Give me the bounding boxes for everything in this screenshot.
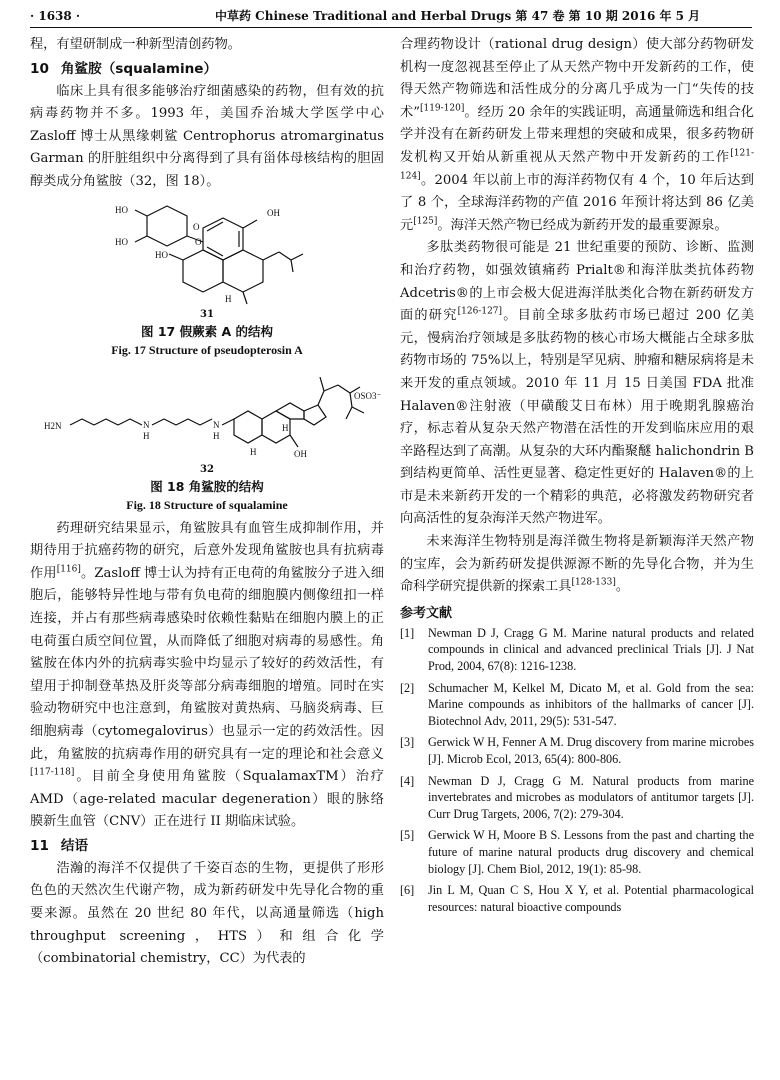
oso3-label: OSO3⁻ bbox=[354, 390, 382, 401]
citation: [117-118] bbox=[30, 767, 75, 778]
journal-title: 中草药 Chinese Traditional and Herbal Drugs 第 47 卷 第 10 期 2016 年 5 月 bbox=[215, 9, 701, 23]
compound-number: 31 bbox=[200, 308, 214, 320]
h-label: H bbox=[143, 430, 150, 441]
section-title: 角鲨胺（squalamine） bbox=[60, 60, 218, 77]
pseudopterosin-structure bbox=[107, 198, 307, 308]
oh-label: OH bbox=[294, 448, 307, 459]
running-header bbox=[30, 6, 752, 26]
text-run: 。 bbox=[615, 579, 630, 595]
reference-item bbox=[400, 882, 754, 915]
reference-number: [5] bbox=[400, 828, 415, 843]
h-label: H bbox=[250, 446, 257, 457]
o-label: O bbox=[193, 221, 200, 232]
left-column bbox=[30, 34, 384, 971]
paragraph bbox=[400, 34, 754, 237]
reference-item bbox=[400, 680, 754, 730]
text-run: 未来海洋生物特别是海洋微生物将是新颖海洋天然产物的宝库，会为新药研发提供源源不断的先导化合物，并为生命科学研究提供新的探索工具 bbox=[400, 534, 754, 595]
oh-label: HO bbox=[115, 204, 128, 215]
figure-caption-en: Fig. 18 Structure of squalamine bbox=[126, 497, 288, 512]
citation: [128-133] bbox=[571, 577, 616, 588]
reference-number: [1] bbox=[400, 625, 415, 640]
reference-item bbox=[400, 827, 754, 877]
reference-number: [6] bbox=[400, 883, 415, 898]
reference-item bbox=[400, 625, 754, 675]
section-number: 11 bbox=[30, 837, 49, 854]
figure-17 bbox=[30, 198, 384, 359]
paragraph bbox=[30, 518, 384, 834]
text-run: 。目前全球多肽药市场已超过 200 亿美元，慢病治疗领域是多肽药物的核心市场大概能占全球多肽药物市场的 75%以上，特别是罕见病、肿瘤和糖尿病将是未来开发的重点领域。2010 年 11 月 15 日美国 FDA 批准 Halaven®注射液（甲磺酸艾日布林）用于晚期乳腺癌治疗，标志着从复杂天然产物潜在活性的开发到临床应用的艰辛路程达到了高潮。从复杂的大环内酯聚醚 halichondrin B 到结构更简单、活性更显著、稳定性更好的 Halaven®的上市是未来新药开发的一个精彩的典范，必将激发药物研究者向高活性的复杂海洋天然产物进军。 bbox=[400, 308, 755, 527]
compound-number: 32 bbox=[200, 463, 214, 475]
text-run: 。经历 20 余年的实践证明，高通量筛选和组合化学并没有在新药研发上带来理想的突破和成果，很多药物研发机构又开始从新重视从天然产物中开发新药的工作 bbox=[400, 104, 754, 165]
text-run: 。目前全身使用角鲨胺（SqualamaxTM）治疗 AMD（age-related macular degeneration）眼的脉络膜新生血管（CNV）正在进行 II 期临床试验。 bbox=[30, 769, 384, 830]
references-heading: 参考文献 bbox=[400, 605, 453, 621]
citation: [116] bbox=[56, 564, 81, 575]
nh2-label: H2N bbox=[44, 420, 62, 431]
reference-text: Jin L M, Quan C S, Hou X Y, et al. Potential pharmacological resources: natural bioactive compounds bbox=[428, 883, 754, 914]
paragraph bbox=[400, 531, 754, 599]
figure-18 bbox=[30, 363, 384, 514]
section-number: 10 bbox=[30, 60, 49, 77]
text-run: 合理药物设计（rational drug design）使大部分药物研发机构一度忽视甚至停止了从天然产物中开发新药的工作，使得天然产物筛选和活性成分的分离几乎成为一门“失传的技术” bbox=[400, 37, 754, 120]
header-rule bbox=[30, 27, 752, 28]
text-run: 。Zasloff 博士认为持有正电荷的角鲨胺分子进入细胞后，能够特异性地与带有负电荷的细胞膜内侧像纽扣一样连接，并占有那些病毒感染时依赖性黏贴在细胞内膜上的正电荷蛋白质空间位置，从而降低了细胞对病毒的易感性。角鲨胺在体内外的抗病毒实验中均显示了较好的药效活性，有望用于抑制登革热及肝炎等部分病毒细胞的增殖。同时在实验动物研究中也注意到，角鲨胺对黄热病、马脑炎病毒、巨细胞病毒（cytomegalovirus）也显示一定的药效活性。因此，角鲨胺的抗病毒作用的研究具有一定的理论和社会意义 bbox=[30, 565, 385, 762]
paragraph bbox=[400, 237, 754, 531]
reference-number: [2] bbox=[400, 680, 415, 695]
citation: [126-127] bbox=[457, 306, 503, 317]
citation: [121-124] bbox=[400, 148, 754, 182]
oh-label: HO bbox=[115, 236, 128, 247]
h-label: H bbox=[282, 422, 289, 433]
reference-text: Schumacher M, Kelkel M, Dicato M, et al. Gold from the sea: Marine compounds as inhibitors of the hallmarks of cancer [J]. Biotechnol Adv, 2011, 29(5): 531-547. bbox=[428, 680, 754, 728]
reference-item bbox=[400, 773, 754, 823]
citation: [125] bbox=[413, 216, 438, 227]
reference-number: [3] bbox=[400, 735, 415, 750]
reference-text: Newman D J, Cragg G M. Natural products from marine invertebrates and microbes as modulators of antitumor targets [J]. Curr Drug Targets, 2006, 7(2): 279-304. bbox=[428, 773, 754, 821]
o-label: O bbox=[195, 236, 202, 247]
section-heading-11 bbox=[30, 834, 384, 858]
paragraph: 临床上具有很多能够治疗细菌感染的药物，但有效的抗病毒药物并不多。1993 年，美国乔治城大学医学中心 Zasloff 博士从黑缘刺鲨 Centrophorus atromarginatus Garman 的肝脏组织中分离得到了具有甾体母核结构的胆固醇类成分角鲨胺（32，图 18）。 bbox=[30, 83, 384, 189]
text-run: 。2004 年以前上市的海洋药物仅有 4 个，10 年后达到了 8 个，全球海洋药物的产值 2016 年预计将达到 86 亿美元 bbox=[400, 172, 754, 233]
figure-caption-cn: 图 17 假蕨素 A 的结构 bbox=[141, 323, 273, 339]
section-heading-10 bbox=[30, 57, 384, 81]
figure-caption-en: Fig. 17 Structure of pseudopterosin A bbox=[111, 342, 303, 357]
page-number: · 1638 · bbox=[30, 9, 81, 23]
h-label: H bbox=[213, 430, 220, 441]
figure-caption-cn: 图 18 角鲨胺的结构 bbox=[150, 478, 264, 494]
reference-text: Gerwick W H, Fenner A M. Drug discovery from marine microbes [J]. Microb Ecol, 2013, 65(4): 800-806. bbox=[428, 735, 754, 766]
h-label: H bbox=[225, 293, 232, 304]
citation: [119-120] bbox=[419, 103, 465, 114]
n-label: N bbox=[213, 419, 220, 430]
reference-list bbox=[400, 625, 754, 916]
reference-item bbox=[400, 734, 754, 767]
squalamine-structure bbox=[42, 363, 382, 463]
oh-label: OH bbox=[267, 207, 280, 218]
paragraph: 程，有望研制成一种新型清创药物。 bbox=[30, 37, 241, 52]
reference-number: [4] bbox=[400, 773, 415, 788]
text-run: 药理研究结果显示，角鲨胺具有血管生成抑制作用，并期待用于抗癌药物的研究，后意外发现角鲨胺也具有抗病毒作用 bbox=[30, 520, 384, 581]
reference-text: Newman D J, Cragg G M. Marine natural products and related compounds in clinical and advanced preclinical Trials [J]. J Nat Prod, 2004, 67(8): 1216-1238. bbox=[428, 625, 754, 674]
text-run: 多肽类药物很可能是 21 世纪重要的预防、诊断、监测和治疗药物，如强效镇痛药 Prialt®和海洋肽类抗体药物 Adcetris®的上市会极大促进海洋肽类化合物在新药研发方面的研究 bbox=[400, 240, 754, 324]
oh-label: HO bbox=[155, 249, 168, 260]
section-title: 结语 bbox=[60, 837, 89, 854]
right-column bbox=[400, 34, 754, 920]
paragraph: 浩瀚的海洋不仅提供了千姿百态的生物，更提供了形形色色的天然次生代谢产物，成为新药研发中先导化合物的重要来源。虽然在 20 世纪 80 年代，以高通量筛选（high throughput screening，HTS）和组合化学（combinatorial chemistry，CC）为代表的 bbox=[30, 860, 384, 967]
n-label: N bbox=[143, 419, 150, 430]
reference-text: Gerwick W H, Moore B S. Lessons from the past and charting the future of marine natural products drug discovery and chemical biology [J]. Chem Biol, 2012, 19(1): 85-98. bbox=[428, 828, 754, 876]
text-run: 。海洋天然产物已经成为新药开发的最重要源泉。 bbox=[437, 217, 728, 233]
